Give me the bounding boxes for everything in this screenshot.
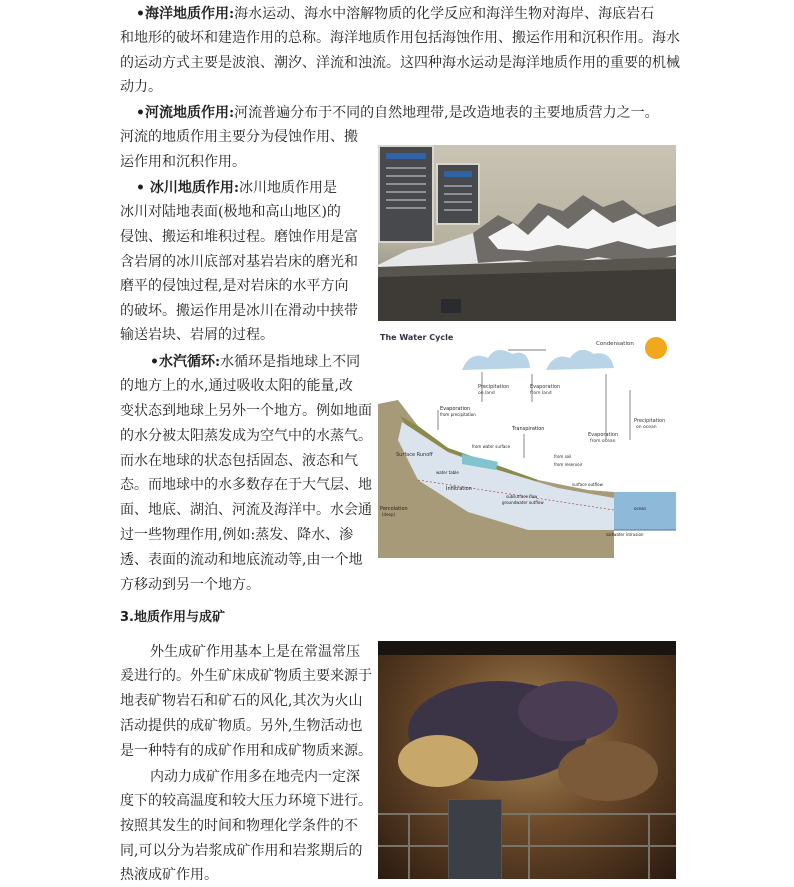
label-surface-runoff: Surface Runoff (396, 452, 433, 458)
river-line-1 (136, 101, 659, 125)
label-from-soil: from soil (554, 454, 572, 459)
s3-p2-line-4: 同,可以分为岩浆成矿作用和岩浆期后的 (120, 843, 363, 859)
water-line-8: 过一些物理作用,例如:蒸发、降水、渗 (120, 527, 354, 543)
label-ocean: ocean (634, 506, 647, 511)
section-heading: 3.地质作用与成矿 (120, 610, 225, 625)
marine-label: •海洋地质作用: (136, 6, 235, 22)
marine-line-4: 动力。 (120, 79, 162, 95)
railing-post (648, 813, 650, 879)
exhibit-sign (441, 299, 461, 313)
railing-bottom (378, 845, 676, 847)
label-subsurface-flow-2: groundwater outflow (502, 500, 544, 505)
water-line-3: 变状态到地球上另外一个地方。例如地面 (120, 403, 372, 419)
water-line-9: 透、表面的流动和地底流动等,由一个地 (120, 552, 363, 568)
label-transpiration: Transpiration (512, 426, 545, 432)
label-precip-ocean-2: on ocean (636, 425, 657, 430)
glacier-line-1 (136, 176, 337, 200)
label-condensation: Condensation (596, 341, 634, 347)
glacier-line-3: 侵蚀、搬运和堆积过程。磨蚀作用是富 (120, 229, 358, 245)
label-evap-precip-2: from precipitation (440, 412, 476, 417)
label-percolation-2: (deep) (382, 512, 396, 517)
glacier-label: • 冰川地质作用: (136, 180, 239, 196)
glacier-line-6: 的破坏。搬运作用是冰川在滑动中挟带 (120, 303, 358, 319)
label-precip-land-1: Precipitation (478, 384, 510, 390)
label-saltwater-intrusion: saltwater intrusion (606, 532, 644, 537)
water-text-1: 水循环是指地球上不同 (220, 354, 361, 370)
label-precip-ocean-1: Precipitation (634, 418, 666, 424)
label-evap-ocean-2: from ocean (590, 439, 616, 444)
s3-p1-line-4: 活动提供的成矿物质。另外,生物活动也 (120, 718, 363, 734)
water-label: •水汽循环: (150, 354, 221, 370)
s3-p1-line-5: 是一种特有的成矿作用和成矿物质来源。 (120, 743, 372, 759)
water-line-4: 的水分被太阳蒸发成为空气中的水蒸气。 (120, 428, 372, 444)
label-infiltration: Infiltration (446, 486, 472, 492)
water-line-1 (150, 350, 360, 374)
label-from-reservoir: from reservoir (554, 462, 583, 467)
ocean-area (614, 492, 676, 530)
label-evap-ocean-1: Evaporation (588, 432, 619, 438)
label-surface-outflow: surface outflow (572, 482, 603, 487)
marine-line-1 (136, 2, 654, 26)
water-line-6: 态。而地球中的水多数存在于大气层、地 (120, 477, 372, 493)
river-label: •河流地质作用: (136, 105, 235, 121)
s3-p2-line-5: 热液成矿作用。 (120, 867, 218, 883)
glacier-line-7: 输送岩块、岩屑的过程。 (120, 327, 274, 343)
s3-p2-line-1: 内动力成矿作用多在地壳内一定深 (150, 769, 360, 785)
label-subsurface-flow-1: subsurface flow (506, 494, 538, 499)
water-line-2: 的地方上的水,通过吸收太阳的能量,改 (120, 378, 353, 394)
label-percolation-1: Percolation (380, 506, 408, 512)
s3-p2-line-2: 度下的较高温度和较大压力环境下进行。 (120, 793, 372, 809)
sun-icon (645, 337, 667, 359)
display-plinth (448, 799, 502, 879)
water-line-10: 方移动到另一个地方。 (120, 577, 260, 593)
s3-p2-line-3: 按照其发生的时间和物理化学条件的不 (120, 818, 358, 834)
s3-p1-line-1: 外生成矿作用基本上是在常温常压 (150, 644, 360, 660)
railing-top (378, 813, 676, 815)
label-precip-land-2: on land (478, 391, 495, 396)
label-from-water-surface: from water surface (472, 444, 511, 449)
diagram-title: The Water Cycle (380, 333, 454, 342)
marine-text-1: 海水运动、海水中溶解物质的化学反应和海洋生物对海岸、海底岩石 (234, 6, 655, 22)
railing-post (408, 813, 410, 879)
s3-p1-line-2: 爰进行的。外生矿床成矿物质主要来源于 (120, 668, 372, 684)
river-line-3: 运作用和沉积作用。 (120, 154, 246, 170)
marine-line-3: 的运动方式主要是波浪、潮汐、洋流和浊流。这四种海水运动是海洋地质作用的重要的机械 (120, 55, 680, 71)
label-evap-land-2: from land (530, 391, 552, 396)
railing-post (528, 813, 530, 879)
river-line-2: 河流的地质作用主要分为侵蚀作用、搬 (120, 129, 358, 145)
mineral-exhibit-photo (378, 641, 676, 879)
river-text-1: 河流普遍分布于不同的自然地理带,是改造地表的主要地质营力之一。 (234, 105, 659, 121)
glacier-line-5: 磨平的侵蚀过程,是对岩床的水平方向 (120, 278, 349, 294)
glacier-model-illustration (378, 145, 676, 321)
s3-p1-line-3: 地表矿物岩石和矿石的风化,其次为火山 (120, 693, 363, 709)
mineral-wall-illustration (378, 641, 676, 879)
label-evap-land-1: Evaporation (530, 384, 561, 390)
glacier-text-1: 冰川地质作用是 (239, 180, 337, 196)
glacier-line-4: 含岩屑的冰川底部对基岩岩床的磨光和 (120, 254, 358, 270)
glacier-line-2: 冰川对陆地表面(极地和高山地区)的 (120, 204, 341, 220)
label-water-table: water table (436, 470, 459, 475)
glacier-exhibit-photo (378, 145, 676, 321)
water-line-7: 面、地底、湖泊、河流及海洋中。水会通 (120, 502, 372, 518)
water-cycle-diagram (378, 330, 676, 558)
water-line-5: 而水在地球的状态包括固态、液态和气 (120, 453, 358, 469)
label-evap-precip-1: Evaporation (440, 406, 471, 412)
marine-line-2: 和地形的破坏和建造作用的总称。海洋地质作用包括海蚀作用、搬运作用和沉积作用。海水 (120, 30, 680, 46)
